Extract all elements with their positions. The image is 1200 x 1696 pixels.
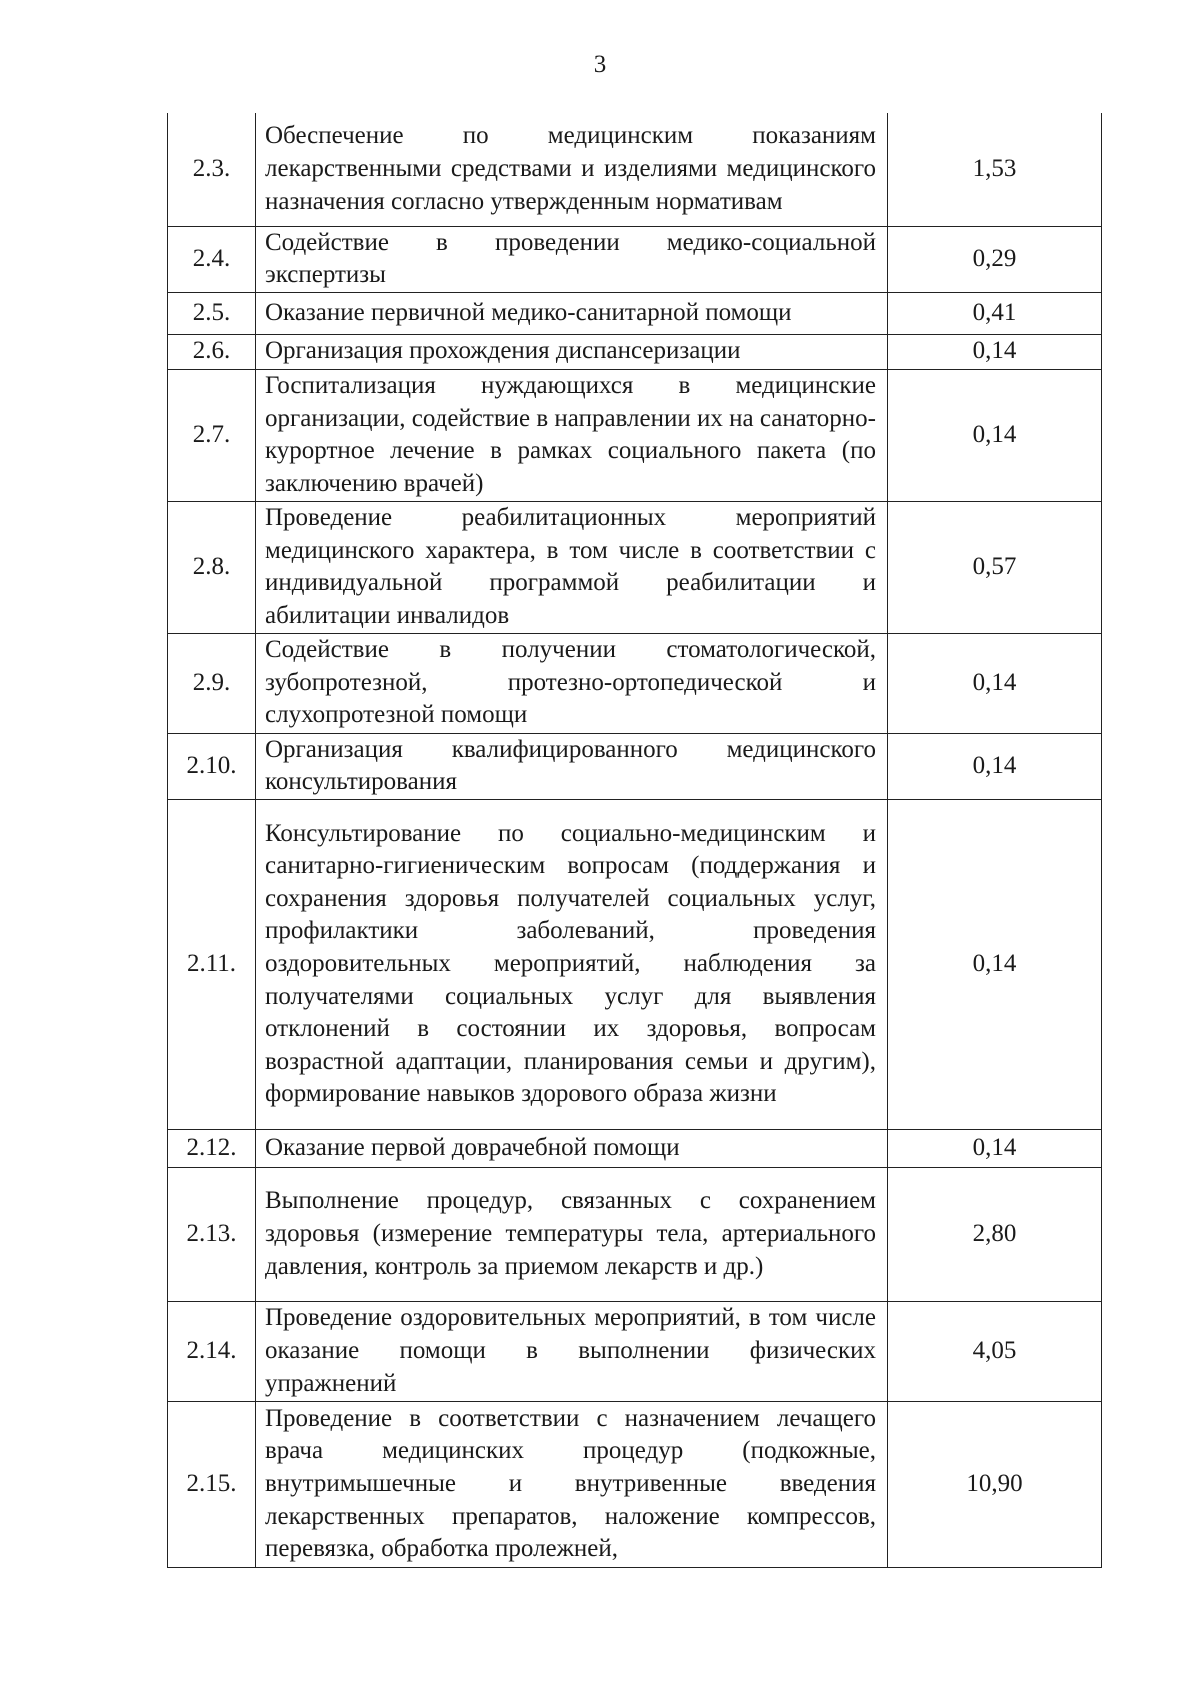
table-row (168, 1401, 1102, 1567)
service-description: Проведение реабилитационных мероприятий медицинского характера, в том числе в соответствии с индивидуальной программой реабилитации и абилитации инвалидов (256, 501, 888, 633)
service-value: 0,14 (888, 334, 1102, 369)
row-number: 2.11. (168, 799, 256, 1129)
service-value: 0,14 (888, 733, 1102, 799)
row-number: 2.15. (168, 1401, 256, 1567)
row-number: 2.4. (168, 226, 256, 292)
service-value: 0,14 (888, 799, 1102, 1129)
row-number: 2.3. (168, 113, 256, 226)
row-number: 2.14. (168, 1301, 256, 1401)
table-row (168, 501, 1102, 633)
service-value: 0,29 (888, 226, 1102, 292)
service-description: Организация прохождения диспансеризации (256, 334, 888, 369)
service-description: Оказание первой доврачебной помощи (256, 1129, 888, 1167)
row-number: 2.7. (168, 369, 256, 501)
service-value: 4,05 (888, 1301, 1102, 1401)
service-description: Проведение оздоровительных мероприятий, в том числе оказание помощи в выполнении физических упражнений (256, 1301, 888, 1401)
service-description: Содействие в проведении медико-социальной экспертизы (256, 226, 888, 292)
row-number: 2.13. (168, 1167, 256, 1301)
service-value: 0,14 (888, 633, 1102, 733)
table-row (168, 334, 1102, 369)
service-description: Госпитализация нуждающихся в медицинские организации, содействие в направлении их на санаторно-курортное лечение в рамках социального пакета (по заключению врачей) (256, 369, 888, 501)
table-row (168, 633, 1102, 733)
table-row (168, 113, 1102, 226)
table-row (168, 369, 1102, 501)
table-row (168, 799, 1102, 1129)
service-value: 10,90 (888, 1401, 1102, 1567)
service-description: Консультирование по социально-медицинским и санитарно-гигиеническим вопросам (поддержания и сохранения здоровья получателей социальных услуг, профилактики заболеваний, проведения оздоровительных мероприятий, наблюдения за получателями социальных услуг для выявления отклонений в состоянии их здоровья, вопросам возрастной адаптации, планирования семьи и другим), формирование навыков здорового образа жизни (256, 799, 888, 1129)
service-description: Организация квалифицированного медицинского консультирования (256, 733, 888, 799)
table-row (168, 226, 1102, 292)
table-row (168, 733, 1102, 799)
table-row (168, 1167, 1102, 1301)
service-value: 1,53 (888, 113, 1102, 226)
table-row (168, 292, 1102, 334)
services-table (167, 113, 1102, 1568)
row-number: 2.8. (168, 501, 256, 633)
service-description: Оказание первичной медико-санитарной помощи (256, 292, 888, 334)
service-value: 0,14 (888, 369, 1102, 501)
row-number: 2.9. (168, 633, 256, 733)
row-number: 2.5. (168, 292, 256, 334)
service-description: Выполнение процедур, связанных с сохранением здоровья (измерение температуры тела, артериального давления, контроль за приемом лекарств и др.) (256, 1167, 888, 1301)
service-value: 0,41 (888, 292, 1102, 334)
row-number: 2.10. (168, 733, 256, 799)
page-number: 3 (593, 51, 607, 78)
row-number: 2.6. (168, 334, 256, 369)
service-description: Проведение в соответствии с назначением лечащего врача медицинских процедур (подкожные, внутримышечные и внутривенные введения лекарственных препаратов, наложение компрессов, перевязка, обработка пролежней, (256, 1401, 888, 1567)
service-value: 2,80 (888, 1167, 1102, 1301)
service-description: Обеспечение по медицинским показаниям лекарственными средствами и изделиями медицинского назначения согласно утвержденным нормативам (256, 113, 888, 226)
table-row (168, 1129, 1102, 1167)
service-value: 0,57 (888, 501, 1102, 633)
service-description: Содействие в получении стоматологической, зубопротезной, протезно-ортопедической и слухопротезной помощи (256, 633, 888, 733)
row-number: 2.12. (168, 1129, 256, 1167)
service-value: 0,14 (888, 1129, 1102, 1167)
table-row (168, 1301, 1102, 1401)
